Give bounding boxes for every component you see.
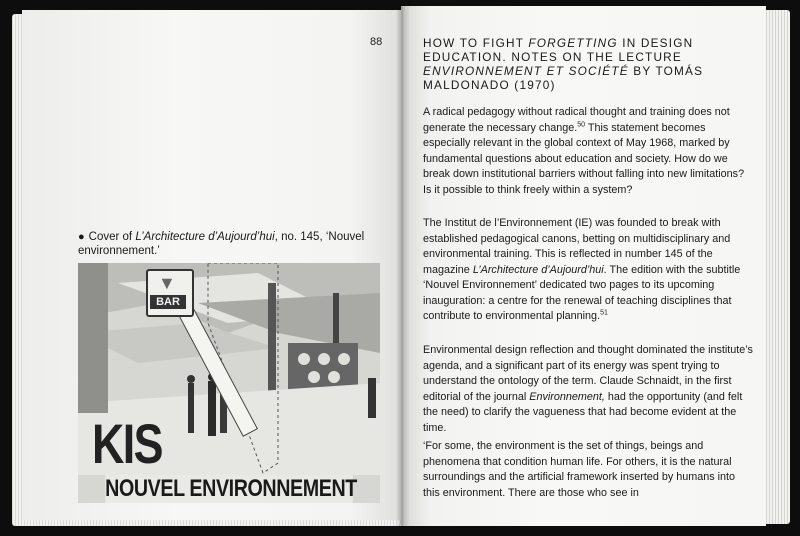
paragraph-text: The Institut de l’Environnement (IE) was founded to break with established pedagogical canons, betting on multidisciplinary and environmental training. This is reflected in number 145 of the magazine [423,217,731,276]
caption-magazine: L’Architecture d’Aujourd’hui [135,231,275,243]
paragraph-2 [423,216,753,325]
footnote-marker: 50 [577,120,586,128]
page-number: 88 [370,36,383,48]
figure-caption [78,230,384,258]
cover-title: NOUVEL ENVIRONNEMENT [105,475,357,502]
bar-sign-label: BAR [150,295,186,309]
caption-prefix: Cover of [88,231,136,243]
paragraph-text: had the opportunity (and felt the need) to clarify the vagueness that had become evident at the time. [423,390,743,434]
heading-italic: ENVIRONNEMENT ET SOCIÉTÉ [423,64,629,78]
arrow-down-icon: ▼ [158,273,176,293]
bullet-icon: ● [78,231,85,243]
cover-large-letters: KIS [92,412,162,475]
chapter-heading [423,36,753,92]
heading-part: HOW TO FIGHT [423,36,529,50]
paragraph-text: ‘For some, the environment is the set of things, beings and phenomena that condition human life. For others, it is the natural surroundings and the artificial framework inserted by humans into this environment. There are those who see in [423,440,736,499]
bar-sign [146,269,194,317]
paragraph-text: A radical pedagogy without radical thought and training does not generate the necessary change. [423,106,730,134]
paragraph-text: This statement becomes especially relevant in the global context of May 1968, marked by fundamental questions about education and society. How do we break down institutional barriers without falling into new limitations? Is it possible to think freely within a system? [423,121,745,196]
caption-suffix: , no. 145, ‘Nouvel environnement.’ [78,231,365,257]
paragraph-1 [423,105,753,198]
paragraph-text: . The edition with the subtitle ‘Nouvel Environnement’ dedicated two pages to its upcoming inauguration: a centre for the renewal of teaching disciplines that contribute to environmental planning. [423,263,741,322]
paragraph-text: Environmental design reflection and thought dominated the institute’s agenda, and a significant part of its energy was spent trying to understand the ontology of the term. Claude Schnaidt, in the first editorial of the journal [423,344,753,403]
paragraph-italic: Environnement, [529,390,605,403]
heading-part: IN DESIGN EDUCATION. NOTES ON THE LECTURE [423,36,694,64]
footnote-marker: 51 [600,309,608,317]
paragraph-4 [423,439,753,501]
heading-italic: FORGETTING [528,36,618,50]
paragraph-italic: L’Architecture d’Aujourd’hui [472,263,604,276]
heading-part: BY TOMÁS MALDONADO (1970) [423,64,704,92]
book-gutter [396,6,410,526]
magazine-cover-image [78,263,380,503]
paragraph-3 [423,343,753,436]
